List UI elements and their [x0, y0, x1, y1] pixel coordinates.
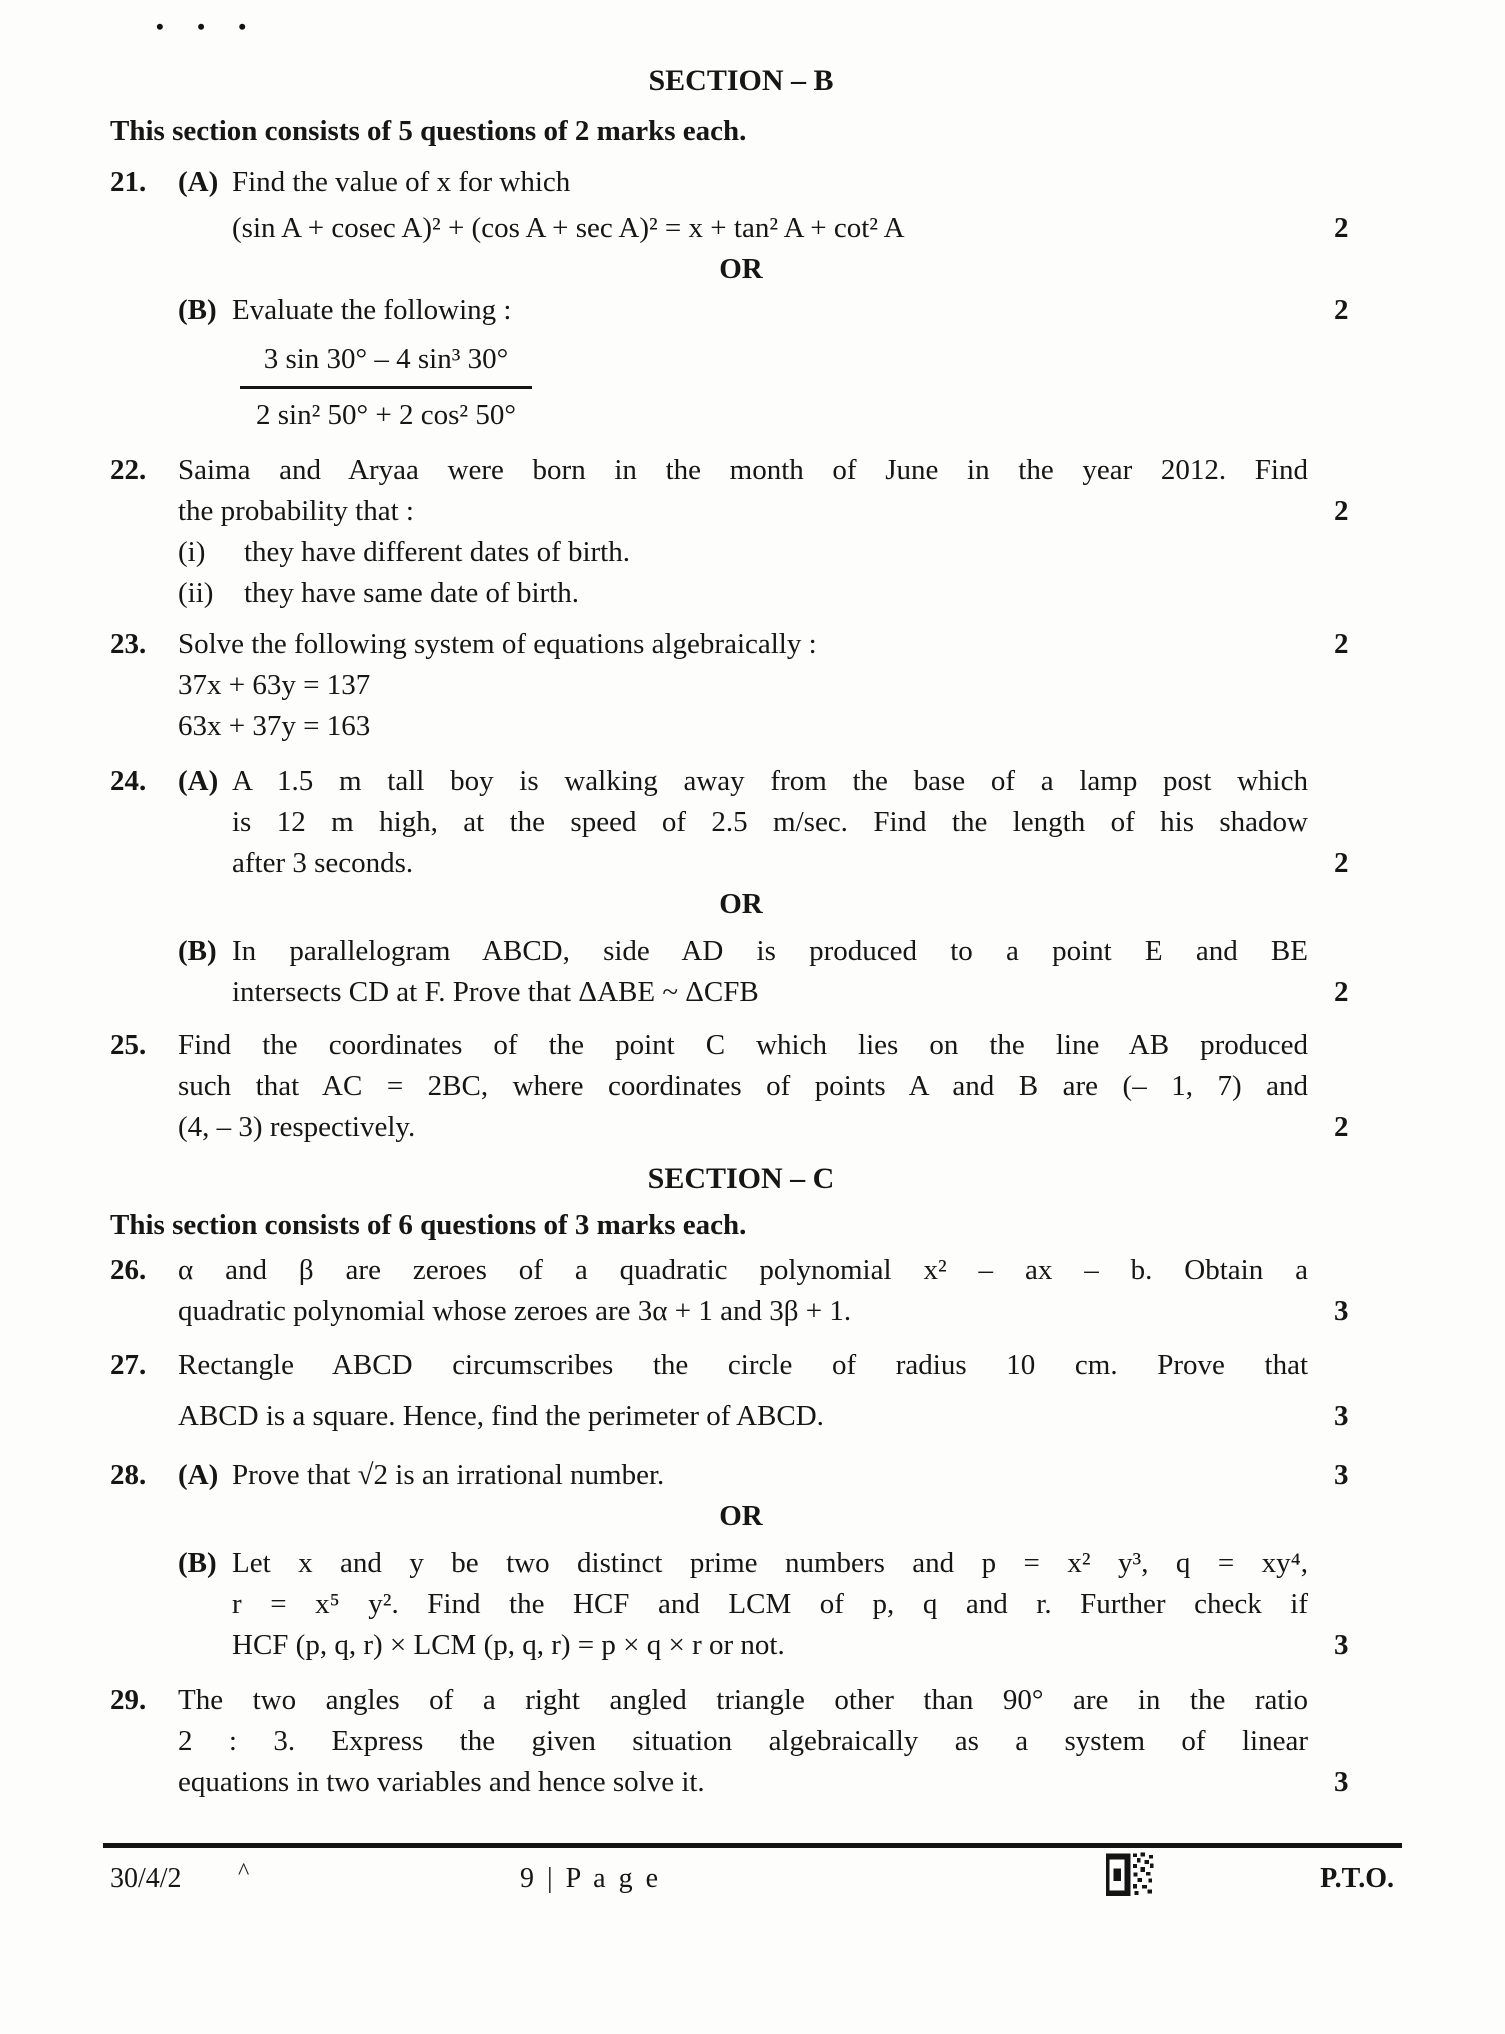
question-23: [110, 624, 1372, 747]
question-26-line: α and β are zeroes of a quadratic polynomial x² – ax – b. Obtain a: [178, 1254, 1308, 1286]
question-23-equation-2: 63x + 37y = 163: [178, 710, 371, 742]
question-28-part-a-label: (A): [178, 1459, 219, 1491]
section-b-title: SECTION – B: [648, 64, 834, 97]
question-21-number: 21.: [110, 166, 147, 198]
question-22-text-line: the probability that :: [178, 495, 414, 527]
footer-divider: [103, 1843, 1402, 1848]
scan-artifact-dots: • • •: [156, 14, 261, 39]
question-25-line: such that AC = 2BC, where coordinates of points A and B are (– 1, 7) and: [178, 1070, 1308, 1102]
question-27-line: Rectangle ABCD circumscribes the circle of radius 10 cm. Prove that: [178, 1349, 1308, 1381]
fraction-expression: [240, 339, 532, 436]
question-22-number: 22.: [110, 454, 147, 486]
question-21: [110, 162, 1372, 436]
fraction-denominator: 2 sin² 50° + 2 cos² 50°: [240, 386, 532, 436]
page-content: [110, 60, 1372, 1803]
question-29: [110, 1680, 1372, 1803]
question-21-part-a-label: (A): [178, 166, 219, 198]
question-27-marks: 3: [1334, 1400, 1349, 1432]
question-24-part-a-marks: 2: [1334, 847, 1349, 879]
question-26: [110, 1250, 1372, 1332]
section-c-title: SECTION – C: [647, 1162, 835, 1195]
question-29-marks: 3: [1334, 1766, 1349, 1798]
question-22-subitem-ii-label: (ii): [178, 577, 214, 609]
section-c-intro: This section consists of 6 questions of 3 marks each.: [110, 1209, 747, 1241]
question-24-part-a-line: after 3 seconds.: [232, 847, 414, 879]
fraction-numerator: 3 sin 30° – 4 sin³ 30°: [263, 343, 509, 375]
question-24-part-b-line: intersects CD at F. Prove that ΔABE ~ ΔCFB: [232, 976, 759, 1008]
caret-mark: ^: [238, 1859, 250, 1885]
question-23-marks: 2: [1334, 628, 1349, 660]
question-28: [110, 1455, 1372, 1666]
footer: [110, 1852, 1402, 1908]
question-26-marks: 3: [1334, 1295, 1349, 1327]
question-22-marks: 2: [1334, 495, 1349, 527]
question-22-subitem-i-label: (i): [178, 536, 206, 568]
question-21-part-b-marks: 2: [1334, 294, 1349, 326]
question-21-part-a-text: Find the value of x for which: [232, 166, 571, 198]
question-27: [110, 1345, 1372, 1437]
question-28-number: 28.: [110, 1459, 147, 1491]
qr-code-icon: [1106, 1849, 1156, 1903]
question-22-subitem-ii-text: they have same date of birth.: [244, 577, 579, 609]
question-25-marks: 2: [1334, 1111, 1349, 1143]
question-25: [110, 1025, 1372, 1148]
question-24-part-b-line: In parallelogram ABCD, side AD is produced to a point E and BE: [232, 935, 1308, 967]
question-23-number: 23.: [110, 628, 147, 660]
question-28-part-b-line: HCF (p, q, r) × LCM (p, q, r) = p × q × r or not.: [232, 1629, 785, 1661]
question-22: [110, 450, 1372, 614]
pto-label: P.T.O.: [1320, 1863, 1394, 1894]
question-24-part-a-line: A 1.5 m tall boy is walking away from the base of a lamp post which: [232, 765, 1308, 797]
question-29-number: 29.: [110, 1684, 147, 1716]
question-24-part-b-label: (B): [178, 935, 217, 967]
page-number: 9 | P a g e: [520, 1863, 661, 1894]
question-28-part-b-line: Let x and y be two distinct prime numbers and p = x² y³, q = xy⁴,: [232, 1547, 1308, 1579]
question-26-line: quadratic polynomial whose zeroes are 3α + 1 and 3β + 1.: [178, 1295, 852, 1327]
question-23-text: Solve the following system of equations algebraically :: [178, 628, 817, 660]
question-28-part-a-text: Prove that √2 is an irrational number.: [232, 1459, 665, 1491]
question-25-line: (4, – 3) respectively.: [178, 1111, 416, 1143]
question-21-part-b-label: (B): [178, 294, 217, 326]
question-24-part-a-label: (A): [178, 765, 219, 797]
question-28-part-a-marks: 3: [1334, 1459, 1349, 1491]
question-29-line: 2 : 3. Express the given situation algebraically as a system of linear: [178, 1725, 1308, 1757]
question-24-part-b-marks: 2: [1334, 976, 1349, 1008]
question-25-number: 25.: [110, 1029, 147, 1061]
question-27-number: 27.: [110, 1349, 147, 1381]
question-27-line: ABCD is a square. Hence, find the perimeter of ABCD.: [178, 1400, 824, 1432]
question-29-line: equations in two variables and hence solve it.: [178, 1766, 705, 1798]
question-25-line: Find the coordinates of the point C which lies on the line AB produced: [178, 1029, 1308, 1061]
paper-code: 30/4/2: [110, 1863, 182, 1894]
question-29-line: The two angles of a right angled triangle other than 90° are in the ratio: [178, 1684, 1308, 1716]
question-28-part-b-line: r = x⁵ y². Find the HCF and LCM of p, q and r. Further check if: [232, 1588, 1308, 1620]
question-28-or-separator: OR: [719, 1500, 763, 1532]
question-28-part-b-marks: 3: [1334, 1629, 1349, 1661]
question-22-text-line: Saima and Aryaa were born in the month of June in the year 2012. Find: [178, 454, 1308, 486]
question-24-number: 24.: [110, 765, 147, 797]
question-24-or-separator: OR: [719, 888, 763, 920]
question-21-part-b-text: Evaluate the following :: [232, 294, 512, 326]
question-21-part-a-marks: 2: [1334, 212, 1349, 244]
question-21-part-a-equation: (sin A + cosec A)² + (cos A + sec A)² = x + tan² A + cot² A: [232, 212, 905, 244]
question-24-part-a-line: is 12 m high, at the speed of 2.5 m/sec. Find the length of his shadow: [232, 806, 1308, 838]
section-b-intro: This section consists of 5 questions of 2 marks each.: [110, 115, 747, 147]
question-21-or-separator: OR: [719, 253, 763, 285]
question-28-part-b-label: (B): [178, 1547, 217, 1579]
question-24: [110, 761, 1372, 1013]
question-22-subitem-i-text: they have different dates of birth.: [244, 536, 630, 568]
question-23-equation-1: 37x + 63y = 137: [178, 669, 371, 701]
question-26-number: 26.: [110, 1254, 147, 1286]
